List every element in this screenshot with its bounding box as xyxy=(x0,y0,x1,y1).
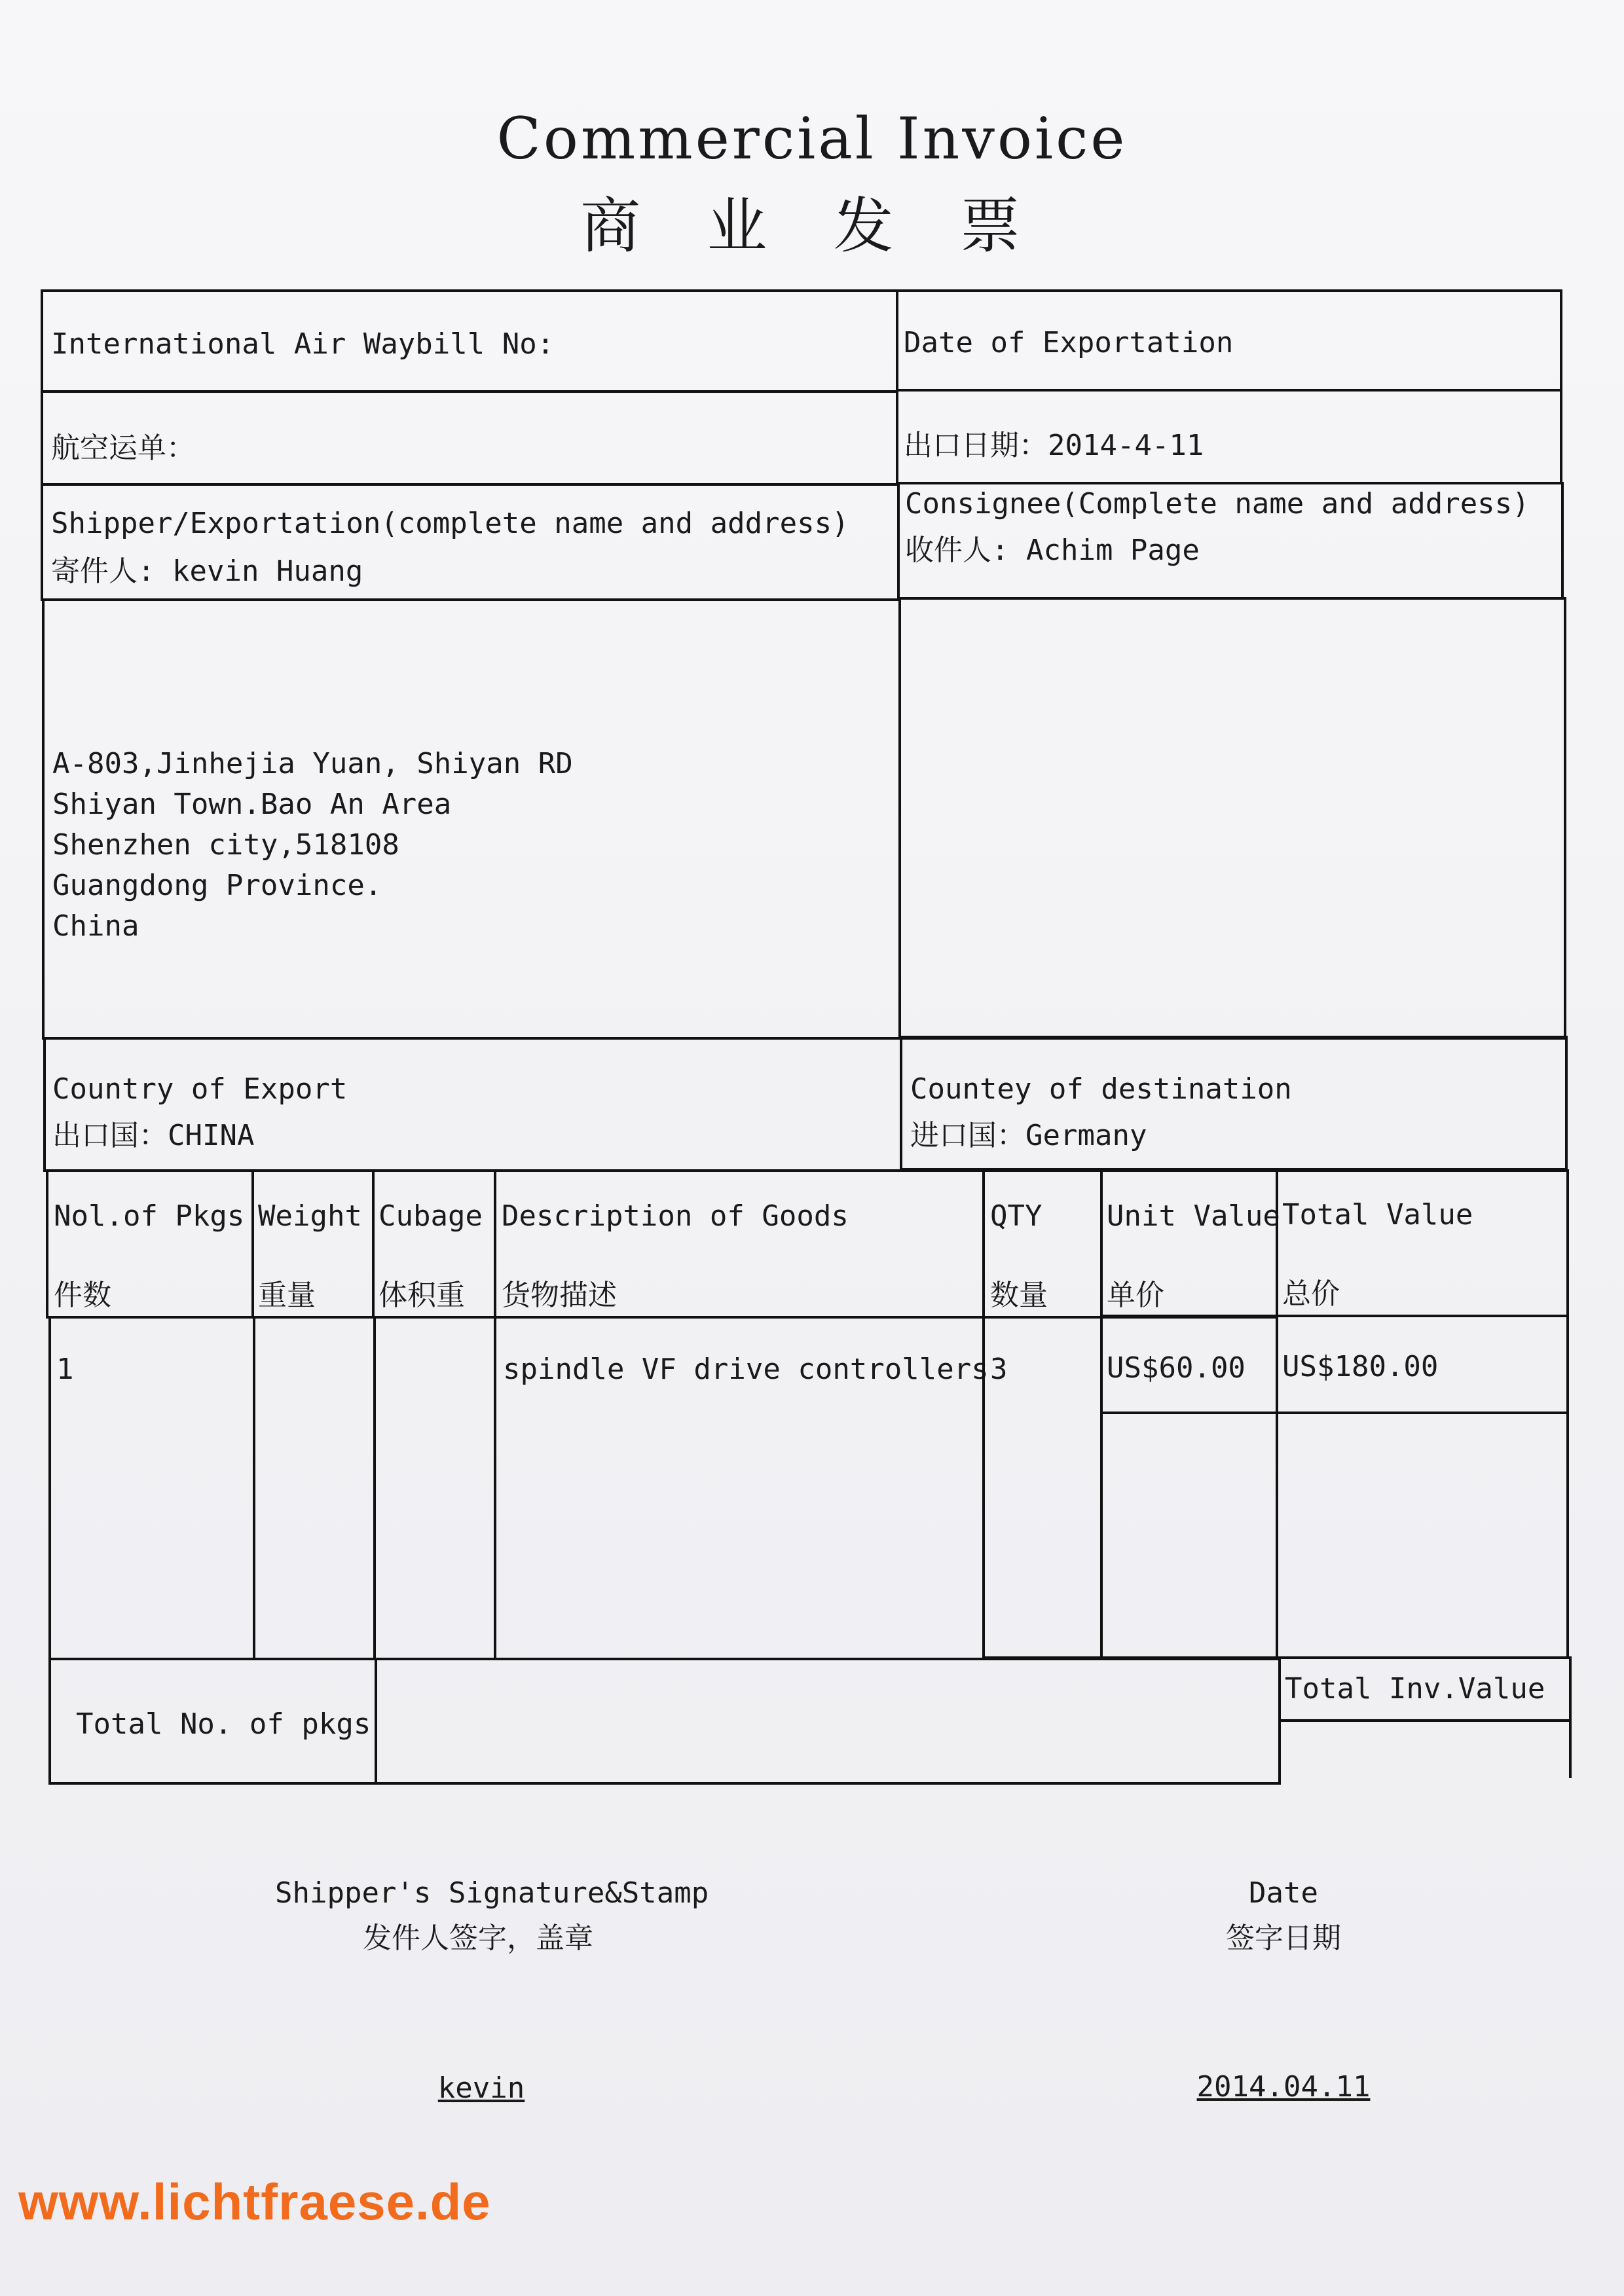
header-en: Weight xyxy=(258,1199,362,1233)
row-total-empty xyxy=(1276,1412,1569,1659)
date-export-label: Date of Exportation xyxy=(904,326,1234,359)
row-total-cell xyxy=(1276,1315,1569,1414)
signature-date: 2014.04.11 xyxy=(1196,2070,1371,2104)
shipper-signature-label-cn: 发件人签字，盖章 xyxy=(363,1922,593,1955)
consignee-name: 收件人: Achim Page xyxy=(905,534,1200,567)
col-total-header xyxy=(1276,1169,1569,1317)
header-cn: 重量 xyxy=(258,1279,316,1312)
row-cubage-cell xyxy=(373,1316,496,1660)
col-pkgs-header xyxy=(46,1169,254,1319)
date-label-cn: 签字日期 xyxy=(1226,1922,1341,1955)
date-label-en: Date xyxy=(1249,1876,1318,1910)
header-en: Description of Goods xyxy=(502,1199,849,1233)
address-line: China xyxy=(52,909,139,943)
website-watermark: www.lichtfraese.de xyxy=(18,2173,491,2231)
awb-cell xyxy=(41,289,898,393)
header-cn: 货物描述 xyxy=(502,1279,617,1312)
address-line: Shiyan Town.Bao An Area xyxy=(52,788,452,821)
header-cn: 数量 xyxy=(990,1279,1048,1312)
row-qty: 3 xyxy=(990,1353,1008,1386)
total-inv-label: Total Inv.Value xyxy=(1285,1672,1545,1705)
address-line: Shenzhen city,518108 xyxy=(52,828,399,862)
date-export-cn-cell xyxy=(896,389,1562,484)
date-export-cell xyxy=(896,289,1562,392)
shipper-cell xyxy=(41,483,900,601)
row-qty-cell xyxy=(982,1316,1103,1659)
col-cubage-header xyxy=(372,1169,496,1319)
row-desc-cell xyxy=(494,1316,989,1660)
total-pkgs-value-cell xyxy=(375,1658,1281,1785)
shipper-address xyxy=(52,744,573,947)
country-export-label: Country of Export xyxy=(52,1072,348,1106)
awb-cn-label: 航空运单： xyxy=(51,431,195,465)
col-desc-header xyxy=(494,1169,985,1319)
header-en: Total Value xyxy=(1282,1198,1473,1231)
header-cn: 单价 xyxy=(1107,1279,1164,1312)
country-export-value: 出口国：CHINA xyxy=(52,1119,255,1152)
awb-cn-cell xyxy=(41,390,898,486)
consignee-label: Consignee(Complete name and address) xyxy=(905,487,1530,520)
consignee-cell xyxy=(897,482,1564,600)
header-cn: 件数 xyxy=(54,1279,111,1312)
address-line: Guangdong Province. xyxy=(52,869,382,902)
awb-label: International Air Waybill No: xyxy=(51,327,555,361)
header-en: Nol.of Pkgs xyxy=(54,1199,245,1233)
shipper-label: Shipper/Exportation(complete name and address) xyxy=(51,507,849,540)
shipper-signature: kevin xyxy=(437,2071,525,2105)
header-cn: 总价 xyxy=(1282,1277,1340,1311)
country-dest-value: 进口国：Germany xyxy=(910,1119,1147,1152)
address-line: A-803,Jinhejia Yuan, Shiyan RD xyxy=(52,747,573,780)
consignee-address-cell xyxy=(898,597,1566,1040)
header-en: Unit Value xyxy=(1107,1199,1280,1233)
total-pkgs-label: Total No. of pkgs xyxy=(76,1707,371,1741)
date-export-value: 出口日期：2014-4-11 xyxy=(904,429,1204,462)
total-inv-cell xyxy=(1278,1656,1572,1722)
title-chinese: 商 业 发 票 xyxy=(580,191,1044,261)
country-export-cell xyxy=(43,1037,902,1172)
col-unit-header xyxy=(1100,1169,1278,1319)
row-pkgs: 1 xyxy=(56,1353,74,1386)
row-unit-cell xyxy=(1100,1315,1278,1414)
shipper-signature-label-en: Shipper's Signature&Stamp xyxy=(275,1876,709,1910)
title-english: Commercial Invoice xyxy=(496,105,1128,172)
header-en: QTY xyxy=(990,1199,1043,1233)
col-weight-header xyxy=(251,1169,375,1319)
row-pkgs-cell xyxy=(48,1316,255,1660)
row-weight-cell xyxy=(253,1316,376,1660)
header-cn: 体积重 xyxy=(378,1279,465,1312)
row-unit-empty xyxy=(1100,1412,1278,1659)
country-dest-label: Countey of destination xyxy=(910,1072,1292,1106)
row-unit-value: US$60.00 xyxy=(1107,1351,1246,1385)
row-description: spindle VF drive controllers xyxy=(503,1353,989,1386)
shipper-address-cell xyxy=(42,598,901,1040)
total-pkgs-cell xyxy=(48,1658,377,1785)
shipper-name: 寄件人: kevin Huang xyxy=(51,555,363,588)
col-qty-header xyxy=(982,1169,1103,1319)
row-total-value: US$180.00 xyxy=(1282,1350,1439,1383)
table-edge-line xyxy=(1569,1719,1572,1778)
country-dest-cell xyxy=(900,1036,1568,1171)
header-en: Cubage xyxy=(378,1199,483,1233)
